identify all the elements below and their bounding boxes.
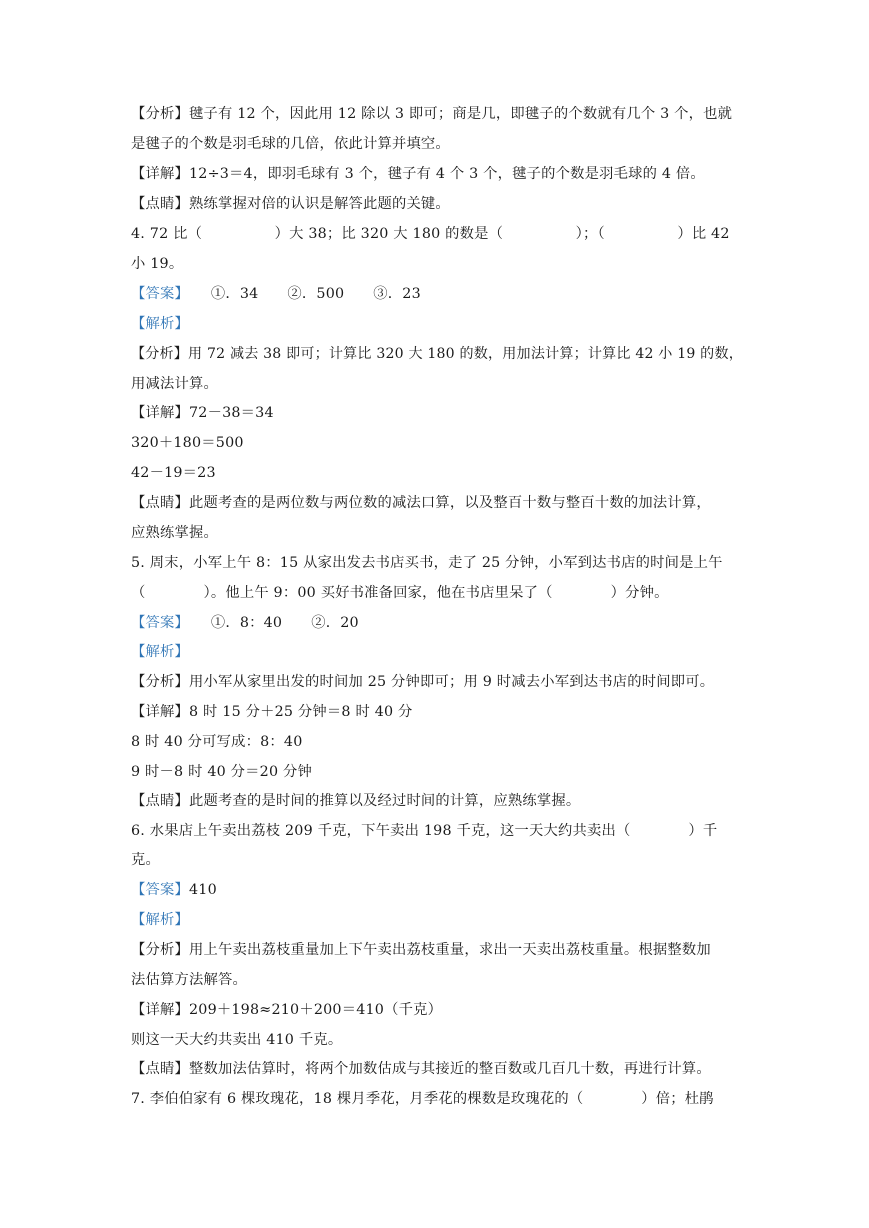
answer-text: ①．8：40 ②．20 [181,615,359,631]
question-line [131,224,743,244]
line-text: 克。 [131,852,160,868]
line-text: 【点睛】熟练掌握对倍的认识是解答此题的关键。 [131,196,450,212]
text-line [131,194,743,214]
line-text: 【分析】用上午卖出荔枝重量加上下午卖出荔枝重量，求出一天卖出荔枝重量。根据整数加 [131,942,711,958]
answer-line [131,880,743,900]
line-text: 6. 水果店上午卖出荔枝 209 千克，下午卖出 198 千克，这一天大约共卖出（ ）千 [131,823,718,839]
analysis-label: 【解析】 [131,912,189,928]
line-text: 【分析】毽子有 12 个，因此用 12 除以 3 即可；商是几，即毽子的个数就有几个 3 个，也就 [131,106,733,122]
text-line [131,374,743,394]
text-line [131,164,743,184]
question-line [131,1089,743,1109]
text-line [131,463,743,483]
text-line [131,1030,743,1050]
text-line [131,1000,743,1020]
text-line [131,493,743,513]
text-line [131,523,743,543]
line-text: 【详解】209＋198≈210＋200＝410（千克） [131,1002,443,1018]
text-line [131,791,743,811]
answer-line [131,284,743,304]
answer-label: 【答案】 [131,882,189,898]
line-text: 应熟练掌握。 [131,525,218,541]
question-line [131,553,743,573]
line-text: 【详解】72－38＝34 [131,405,274,421]
line-text: 【点睛】整数加法估算时，将两个加数估成与其接近的整百数或几百几十数，再进行计算。 [131,1061,711,1077]
text-line [131,940,743,960]
text-line [131,970,743,990]
text-line [131,583,743,603]
analysis-label: 【解析】 [131,644,189,660]
line-text: 8 时 40 分可写成：8：40 [131,734,303,750]
text-line [131,1059,743,1079]
question-line [131,821,743,841]
text-line [131,344,743,364]
analysis-heading [131,642,743,662]
text-line [131,850,743,870]
answer-label: 【答案】 [131,615,182,631]
line-text: 用减法计算。 [131,376,218,392]
text-line [131,134,743,154]
line-text: 9 时－8 时 40 分＝20 分钟 [131,764,312,780]
line-text: 【详解】8 时 15 分＋25 分钟＝8 时 40 分 [131,704,413,720]
answer-text: 410 [189,882,217,898]
line-text: 【详解】12÷3＝4，即羽毛球有 3 个，毽子有 4 个 3 个，毽子的个数是羽毛球的 4 倍。 [131,166,705,182]
text-line [131,254,743,274]
answer-label: 【答案】 [131,286,182,302]
line-text: 320＋180＝500 [131,435,244,451]
text-line [131,702,743,722]
answer-line [131,613,743,633]
line-text: 则这一天大约共卖出 410 千克。 [131,1032,343,1048]
line-text: 【点睛】此题考查的是时间的推算以及经过时间的计算，应熟练掌握。 [131,793,581,809]
text-line [131,762,743,782]
analysis-heading [131,910,743,930]
text-line [131,403,743,423]
line-text: 【点睛】此题考查的是两位数与两位数的减法口算，以及整百十数与整百十数的加法计算， [131,495,711,511]
line-text: 【分析】用小军从家里出发的时间加 25 分钟即可；用 9 时减去小军到达书店的时间即可。 [131,674,715,690]
line-text: 法估算方法解答。 [131,972,247,988]
analysis-label: 【解析】 [131,316,189,332]
line-text: 【分析】用 72 减去 38 即可；计算比 320 大 180 的数，用加法计算；计算比 42 小 19 的数， [131,346,743,362]
analysis-heading [131,314,743,334]
line-text: 小 19。 [131,256,184,272]
text-line [131,672,743,692]
line-text: 7. 李伯伯家有 6 棵玫瑰花，18 棵月季花，月季花的棵数是玫瑰花的（ ）倍；杜鹃 [131,1091,714,1107]
answer-text: ①．34 ②．500 ③．23 [181,286,421,302]
line-text: 5. 周末，小军上午 8：15 从家出发去书店买书，走了 25 分钟，小军到达书店的时间是上午 [131,555,723,571]
line-text: （ ）。他上午 9：00 买好书准备回家，他在书店里呆了（ ）分钟。 [131,585,669,601]
text-line [131,433,743,453]
line-text: 是毽子的个数是羽毛球的几倍，依此计算并填空。 [131,136,450,152]
line-text: 42－19＝23 [131,465,216,481]
text-line [131,104,743,124]
text-line [131,732,743,752]
line-text: 4. 72 比（ ）大 38；比 320 大 180 的数是（ ）；（ ）比 42 [131,226,730,242]
